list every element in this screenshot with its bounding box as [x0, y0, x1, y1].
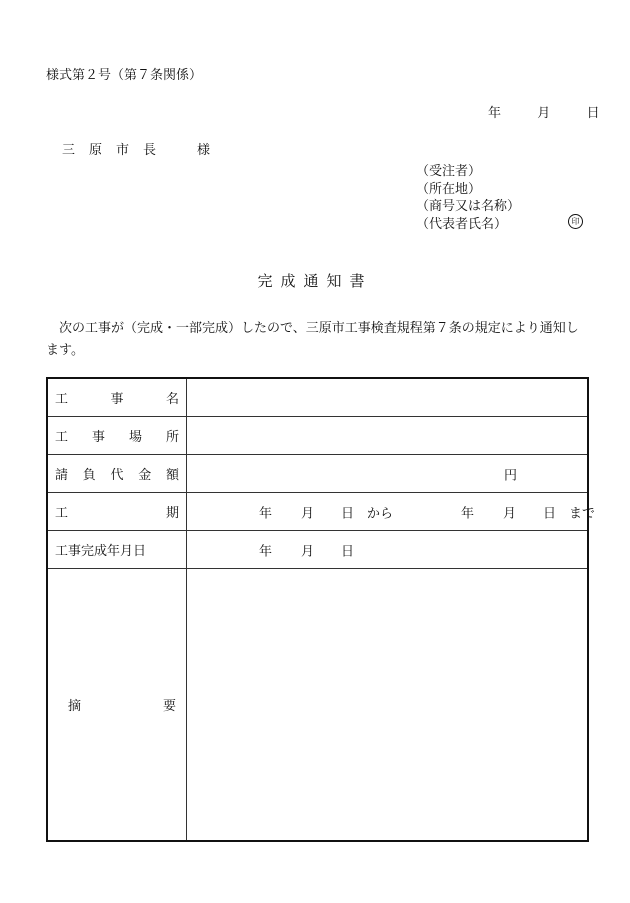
spread-label	[55, 388, 179, 407]
period-field[interactable]	[187, 493, 596, 531]
label-char: 請	[55, 468, 69, 483]
seal-mark: 印	[568, 214, 583, 229]
project-name-field[interactable]	[187, 378, 589, 417]
label-char: 金	[138, 468, 152, 483]
representative-label: （代表者氏名）	[416, 216, 508, 232]
date-line	[488, 102, 600, 121]
spread-label	[55, 464, 179, 483]
location-label: （所在地）	[416, 181, 482, 197]
date-day: 日	[586, 106, 600, 121]
label-char: 工	[55, 430, 69, 445]
site-field[interactable]	[187, 417, 589, 455]
period-from-suffix: から	[367, 506, 394, 521]
period-from-year: 年	[259, 506, 273, 521]
label-char: 代	[110, 468, 124, 483]
recipient-label: （受注者）	[416, 164, 482, 179]
label-char: 名	[165, 392, 179, 407]
label-char: 場	[128, 430, 142, 445]
spread-label	[68, 695, 176, 714]
label-char: 額	[165, 468, 179, 483]
period-to-day: 日	[543, 506, 557, 521]
remarks-label	[47, 569, 187, 842]
completion-form-table	[46, 377, 596, 842]
period-to-month: 月	[503, 506, 517, 521]
label-char: 摘	[68, 699, 82, 714]
label-char: 事	[110, 392, 124, 407]
site-label	[47, 417, 187, 455]
table-row	[47, 455, 588, 493]
period-to-suffix: まで	[569, 506, 596, 521]
label-char: 所	[165, 430, 179, 445]
table-row	[47, 569, 588, 842]
period-from-month: 月	[301, 506, 315, 521]
table-row	[47, 531, 588, 569]
document-title: 完成通知書	[257, 272, 373, 290]
label-char: 事	[91, 430, 105, 445]
label-char: 工	[55, 506, 69, 521]
completion-day: 日	[341, 544, 355, 559]
company-label: （商号又は名称）	[416, 199, 521, 214]
label-char: 工	[55, 392, 69, 407]
amount-label	[47, 455, 187, 493]
table-row	[47, 417, 588, 455]
applicant-block	[416, 163, 520, 233]
label-char: 負	[82, 468, 96, 483]
spread-label	[55, 426, 179, 445]
completion-date-label: 工事完成年月日	[47, 531, 187, 569]
label-char: 要	[162, 699, 176, 714]
completion-date-field[interactable]	[187, 531, 589, 569]
addressee: 三原市長 様	[62, 143, 225, 158]
completion-month: 月	[301, 544, 315, 559]
form-number: 様式第２号（第７条関係）	[46, 68, 203, 83]
project-name-label	[47, 378, 187, 417]
period-from-day: 日	[341, 506, 355, 521]
period-to-year: 年	[461, 506, 475, 521]
date-month: 月	[537, 106, 551, 121]
table-row	[47, 378, 588, 417]
remarks-field[interactable]	[187, 569, 589, 842]
amount-field[interactable]	[187, 455, 589, 493]
body-text: 次の工事が（完成・一部完成）したので、三原市工事検査規程第７条の規定により通知します。	[46, 321, 579, 358]
label-char: 期	[165, 506, 179, 521]
period-label	[47, 493, 187, 531]
spread-label	[55, 502, 179, 521]
amount-unit: 円	[504, 468, 518, 483]
table-row	[47, 493, 588, 531]
date-year: 年	[488, 106, 502, 121]
completion-year: 年	[259, 544, 273, 559]
